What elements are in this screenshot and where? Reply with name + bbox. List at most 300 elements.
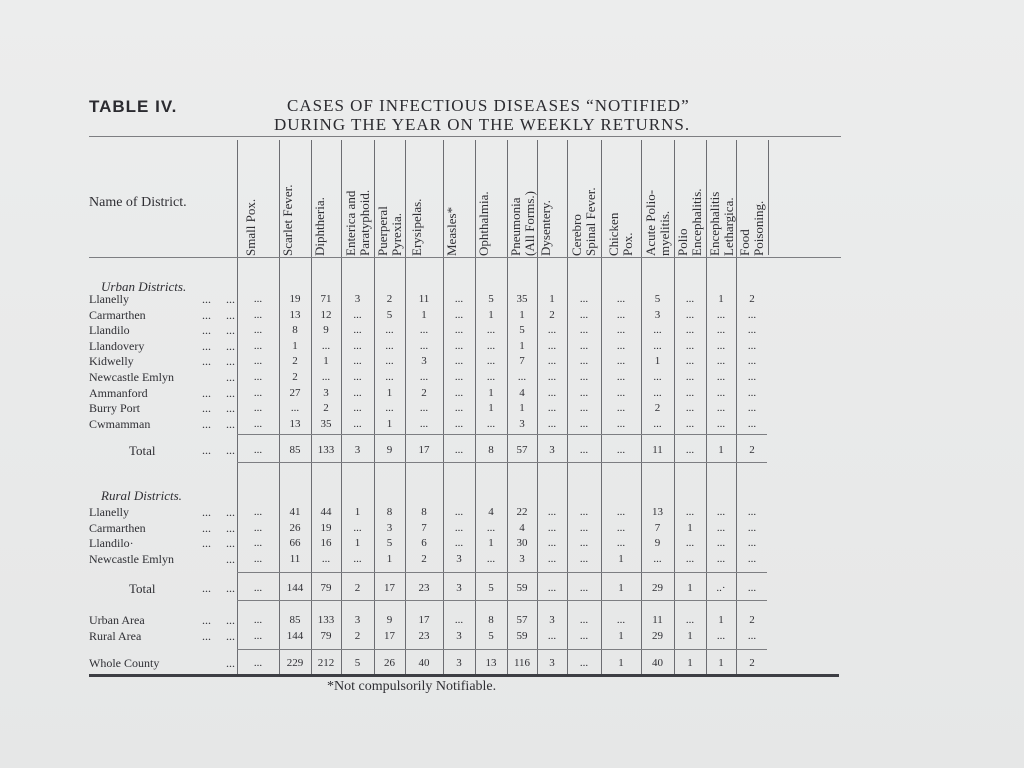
rural-total-cell: ...: [579, 582, 589, 594]
rural-row-cell: 26: [289, 521, 301, 534]
district-name: Llanelly: [89, 292, 129, 306]
district-name: Rural Area: [89, 628, 142, 643]
urban-row-cell: 4: [519, 386, 525, 399]
rural-row-cell: ...: [486, 521, 496, 534]
rural-row-cell: 3: [386, 521, 393, 534]
county-row-cell: 116: [513, 657, 531, 669]
header-rule: [89, 257, 841, 258]
column-header: [509, 138, 539, 256]
district-name: Llandilo·: [89, 536, 134, 551]
rural-row-cell: ...: [547, 537, 557, 550]
urban-row-cell: ...: [716, 402, 726, 415]
column-header-label: Ophthalmia.: [476, 191, 491, 256]
column-header-label: Polio Encephalitis.: [675, 188, 704, 256]
urban-total-cell: ...: [616, 444, 626, 456]
area-row-cell: 79: [320, 629, 332, 642]
urban-row-cell: ...: [454, 371, 464, 383]
urban-row-cell: ...: [579, 308, 589, 321]
rural-total-cell: 29: [652, 582, 663, 594]
column-header: [410, 138, 440, 256]
urban-row-cell: 27: [289, 386, 301, 399]
urban-row-cell: ...: [685, 386, 695, 399]
urban-row-cell: ...: [716, 339, 726, 352]
urban-row-cell: 1: [519, 339, 525, 352]
urban-row-cell: ...: [454, 355, 464, 368]
leader-dots: ... ...: [202, 416, 235, 431]
urban-row-cell: ...: [685, 324, 695, 337]
area-row-cell: 144: [286, 629, 304, 642]
rural-row-cell: ...: [579, 552, 589, 565]
urban-row-cell: 2: [749, 293, 755, 305]
area-row-cell: ...: [616, 614, 626, 626]
county-row-cell: 1: [618, 657, 624, 669]
rural-row-cell: ...: [747, 537, 757, 550]
top-rule: [89, 136, 841, 137]
area-row-cell: 3: [549, 614, 555, 626]
rural-row-cell: ...: [547, 521, 557, 534]
column-header-label: Cerebro Spinal Fever.: [569, 187, 598, 256]
urban-row-cell: 1: [519, 402, 525, 415]
column-divider: [405, 140, 406, 675]
county-row-cell: 1: [718, 657, 724, 669]
urban-total-cell: ...: [685, 444, 695, 456]
urban-row-cell: ...: [353, 386, 362, 399]
urban-row-cell: ...: [716, 308, 726, 321]
urban-row-cell: ...: [653, 386, 662, 399]
urban-total-cell: 11: [652, 444, 663, 456]
area-row-cell: 17: [418, 614, 430, 626]
urban-row-cell: ...: [547, 386, 557, 399]
area-row-cell: ...: [716, 629, 726, 642]
rural-row-cell: ...: [685, 506, 695, 518]
urban-row-cell: 2: [386, 293, 393, 305]
rural-row-cell: 13: [652, 506, 663, 518]
urban-row-cell: 2: [421, 386, 427, 399]
column-divider: [601, 140, 602, 675]
urban-row-cell: ...: [486, 339, 496, 352]
rural-row-cell: 1: [687, 521, 693, 534]
rural-row-cell: ...: [685, 552, 695, 565]
rural-total-cell: 23: [418, 582, 430, 594]
rural-row-cell: ...: [454, 506, 464, 518]
urban-row-cell: ...: [419, 324, 429, 337]
leader-dots: ... ...: [202, 505, 235, 519]
rural-row-cell: ...: [616, 506, 626, 518]
rural-row-cell: ...: [579, 506, 589, 518]
rural-row-cell: 8: [421, 506, 427, 518]
urban-row-cell: ...: [517, 371, 527, 383]
rural-row-cell: 5: [386, 537, 393, 550]
rural-total-cell: 5: [488, 582, 494, 594]
urban-row-cell: ...: [454, 386, 464, 399]
area-row-cell: 1: [687, 629, 693, 642]
leader-dots: ...: [226, 551, 235, 566]
column-header: [644, 138, 674, 256]
district-name: Ammanford: [89, 385, 148, 400]
urban-row-cell: 2: [323, 402, 329, 415]
leader-dots: ... ...: [202, 292, 235, 306]
urban-row-cell: ...: [579, 386, 589, 399]
urban-total-cell: 17: [418, 444, 430, 456]
rural-row-cell: 11: [289, 552, 301, 565]
urban-row-cell: ...: [253, 402, 263, 415]
county-row-cell: ...: [579, 657, 589, 669]
urban-row-cell: ...: [321, 371, 331, 383]
urban-row-cell: ...: [419, 339, 429, 352]
column-header-label: Diphtheria.: [312, 197, 327, 256]
urban-total-cell: 2: [749, 444, 755, 456]
leader-dots: ... ...: [202, 323, 235, 338]
rural-row-cell: ...: [579, 521, 589, 534]
urban-row-cell: 3: [654, 308, 661, 321]
area-row-cell: ...: [253, 614, 263, 626]
rural-row-cell: ...: [547, 506, 557, 518]
rural-row-cell: ...: [747, 552, 757, 565]
rural-row-cell: ...: [454, 537, 464, 550]
rural-row-cell: ...: [253, 552, 263, 565]
urban-row-cell: 12: [320, 308, 332, 321]
urban-row-cell: ...: [747, 371, 757, 383]
urban-row-cell: 5: [488, 293, 494, 305]
rural-row-cell: ...: [685, 537, 695, 550]
table-title-line-2: DURING THE YEAR ON THE WEEKLY RETURNS.: [274, 115, 691, 134]
district-name: Total: [129, 443, 156, 458]
urban-row-cell: 2: [549, 308, 555, 321]
urban-row-cell: ...: [253, 417, 263, 430]
urban-row-cell: ...: [253, 355, 263, 368]
leader-dots: ... ...: [202, 536, 235, 551]
rural-row-cell: ...: [547, 552, 557, 565]
county-row-cell: 229: [286, 657, 304, 669]
urban-row-cell: 5: [654, 293, 661, 305]
area-row-cell: ...: [747, 629, 757, 642]
urban-total-cell: ...: [253, 444, 263, 456]
urban-row-cell: ...: [747, 417, 757, 430]
column-header: [281, 138, 311, 256]
column-header-label: Erysipelas.: [409, 198, 424, 256]
urban-row-cell: 1: [421, 308, 427, 321]
rural-row-cell: ...: [253, 537, 263, 550]
urban-row-cell: ...: [685, 339, 695, 352]
leader-dots: ... ...: [202, 520, 235, 535]
column-header-label: Chicken Pox.: [606, 212, 635, 256]
leader-dots: ... ...: [202, 443, 235, 457]
rural-row-cell: ...: [747, 506, 757, 518]
urban-row-cell: ...: [653, 371, 662, 383]
area-row-cell: ...: [579, 614, 589, 626]
urban-row-cell: ...: [747, 386, 757, 399]
column-header-label: Puerperal Pyrexia.: [375, 206, 404, 256]
district-name: Llandilo: [89, 323, 130, 338]
urban-row-cell: ...: [253, 339, 263, 352]
rural-total-cell: ...: [547, 582, 557, 594]
county-row-cell: 212: [317, 657, 335, 669]
urban-row-cell: ...: [486, 355, 496, 368]
area-row-cell: 1: [718, 614, 724, 626]
total-rule: [237, 649, 767, 650]
column-header-label: Encephalitis Lethargica.: [707, 191, 736, 256]
column-header: [344, 138, 374, 256]
column-header-label: Acute Polio- myelitis.: [642, 189, 672, 256]
rural-row-cell: 1: [618, 552, 624, 565]
rural-districts-heading: Rural Districts.: [101, 488, 182, 503]
urban-row-cell: 1: [386, 386, 393, 399]
rural-total-cell: 59: [516, 582, 528, 594]
urban-row-cell: ...: [547, 371, 557, 383]
total-rule: [237, 572, 767, 573]
urban-row-cell: ...: [747, 339, 757, 352]
leader-dots: ...: [226, 656, 235, 670]
area-row-cell: 5: [488, 629, 494, 642]
urban-row-cell: ...: [353, 417, 362, 430]
rural-row-cell: ...: [321, 552, 331, 565]
county-row-cell: 3: [549, 657, 555, 669]
area-row-cell: ...: [454, 614, 464, 626]
rural-total-cell: 1: [618, 582, 624, 594]
urban-row-cell: 1: [386, 417, 393, 430]
urban-row-cell: ...: [353, 308, 362, 321]
rural-row-cell: ...: [253, 521, 263, 534]
rural-row-cell: ...: [716, 521, 726, 534]
column-header: [313, 138, 343, 256]
urban-row-cell: ...: [579, 402, 589, 415]
district-name: Cwmamman: [89, 416, 151, 431]
table-title-line-1: CASES OF INFECTIOUS DISEASES “NOTIFIED”: [287, 96, 690, 115]
column-header-label: Pneumonia (All Forms.): [508, 191, 537, 256]
urban-row-cell: 13: [289, 417, 301, 430]
rural-row-cell: ...: [454, 521, 464, 534]
rural-total-cell: 144: [286, 582, 304, 594]
rural-row-cell: 6: [421, 537, 427, 550]
urban-row-cell: 3: [323, 386, 329, 399]
district-name: Total: [129, 581, 156, 596]
leader-dots: ... ...: [202, 354, 235, 369]
county-row-cell: 3: [456, 657, 462, 669]
urban-row-cell: ...: [290, 402, 300, 415]
urban-row-cell: ...: [547, 324, 557, 337]
urban-row-cell: ...: [616, 371, 626, 383]
urban-row-cell: ...: [385, 324, 394, 337]
urban-row-cell: ...: [579, 324, 589, 337]
urban-row-cell: ...: [454, 308, 464, 321]
urban-row-cell: ...: [747, 308, 757, 321]
table-tag: TABLE IV.: [89, 97, 178, 116]
rural-row-cell: 9: [654, 537, 661, 550]
urban-row-cell: ...: [454, 417, 464, 430]
county-row-cell: 13: [485, 657, 497, 669]
urban-row-cell: 2: [654, 402, 661, 415]
urban-row-cell: 1: [488, 308, 494, 321]
rural-total-cell: 17: [384, 582, 395, 594]
urban-row-cell: ...: [454, 339, 464, 352]
urban-total-cell: 85: [289, 444, 301, 456]
district-name: Newcastle Emlyn: [89, 551, 174, 566]
urban-row-cell: 35: [516, 293, 528, 305]
area-row-cell: 3: [354, 614, 361, 626]
urban-row-cell: 9: [323, 324, 329, 337]
rural-row-cell: ...: [486, 552, 496, 565]
name-of-district-header: Name of District.: [89, 195, 187, 210]
area-row-cell: 2: [354, 629, 361, 642]
leader-dots: ... ...: [202, 613, 235, 627]
urban-total-cell: 3: [549, 444, 555, 456]
column-divider: [768, 140, 769, 255]
column-header: [738, 138, 768, 256]
column-header: [676, 138, 706, 256]
rural-row-cell: 41: [289, 506, 301, 518]
rural-total-cell: 3: [456, 582, 462, 594]
rural-row-cell: ...: [616, 537, 626, 550]
urban-row-cell: 7: [519, 355, 525, 368]
urban-row-cell: ...: [579, 339, 589, 352]
urban-row-cell: ...: [616, 324, 626, 337]
urban-row-cell: 3: [421, 355, 427, 368]
urban-row-cell: 2: [292, 355, 298, 368]
urban-row-cell: ...: [579, 417, 589, 430]
area-row-cell: 29: [652, 629, 663, 642]
county-row-cell: 5: [354, 657, 361, 669]
urban-row-cell: ...: [353, 371, 362, 383]
district-name: Whole County: [89, 656, 160, 670]
column-divider: [567, 140, 568, 675]
urban-row-cell: 1: [718, 293, 724, 305]
rural-row-cell: 3: [519, 552, 525, 565]
urban-row-cell: 11: [418, 293, 430, 305]
column-header-label: Measles*: [444, 206, 459, 256]
rural-total-cell: 1: [687, 582, 693, 594]
urban-total-cell: 9: [386, 444, 393, 456]
urban-row-cell: ...: [253, 371, 263, 383]
footnote: *Not compulsorily Notifiable.: [327, 679, 497, 694]
urban-row-cell: ...: [747, 355, 757, 368]
urban-row-cell: ...: [454, 293, 464, 305]
urban-row-cell: 19: [289, 293, 301, 305]
column-header: [376, 138, 406, 256]
area-row-cell: ...: [579, 629, 589, 642]
urban-row-cell: 71: [320, 293, 332, 305]
total-rule: [237, 462, 767, 463]
column-header: [607, 138, 637, 256]
urban-row-cell: 1: [323, 355, 329, 368]
urban-row-cell: ...: [385, 402, 394, 415]
column-header: [570, 138, 600, 256]
area-row-cell: 1: [618, 629, 624, 642]
rural-row-cell: 2: [421, 552, 427, 565]
area-row-cell: 9: [386, 614, 393, 626]
urban-row-cell: ...: [419, 402, 429, 415]
district-name: Llandovery: [89, 338, 145, 353]
rural-row-cell: ...: [747, 521, 757, 534]
urban-row-cell: 1: [654, 355, 661, 368]
column-header-label: Enterica and Paratyphoid.: [342, 189, 372, 256]
rural-row-cell: 1: [354, 537, 361, 550]
urban-row-cell: ...: [353, 324, 362, 337]
area-row-cell: 133: [317, 614, 335, 626]
area-row-cell: ...: [547, 629, 557, 642]
urban-row-cell: ...: [253, 293, 263, 305]
urban-row-cell: ...: [385, 339, 394, 352]
urban-row-cell: ...: [547, 339, 557, 352]
urban-row-cell: ...: [385, 371, 394, 383]
column-header: [539, 138, 569, 256]
area-row-cell: 57: [516, 614, 528, 626]
urban-row-cell: ...: [653, 339, 662, 352]
rural-row-cell: 30: [516, 537, 528, 550]
rural-row-cell: 7: [654, 521, 661, 534]
area-row-cell: 59: [516, 629, 528, 642]
rural-row-cell: ...: [353, 521, 362, 534]
urban-row-cell: ...: [253, 308, 263, 321]
county-row-cell: 40: [418, 657, 430, 669]
county-row-cell: ...: [253, 657, 263, 669]
urban-row-cell: 1: [549, 293, 555, 305]
rural-total-cell: 2: [354, 582, 361, 594]
urban-row-cell: ...: [685, 293, 695, 305]
leader-dots: ... ...: [202, 401, 235, 416]
county-row-cell: 40: [652, 657, 663, 669]
district-name: Urban Area: [89, 613, 145, 627]
area-row-cell: ...: [685, 614, 695, 626]
rural-row-cell: ...: [653, 552, 662, 565]
rural-row-cell: 3: [456, 552, 462, 565]
urban-row-cell: ...: [353, 402, 362, 415]
column-header: [708, 138, 738, 256]
urban-row-cell: ...: [616, 308, 626, 321]
urban-row-cell: 3: [354, 293, 361, 305]
column-header: [244, 138, 274, 256]
district-name: Llanelly: [89, 505, 129, 519]
urban-row-cell: ...: [253, 386, 263, 399]
district-name: Carmarthen: [89, 307, 146, 322]
urban-row-cell: ...: [685, 308, 695, 321]
urban-row-cell: ...: [616, 417, 626, 430]
urban-row-cell: ...: [685, 371, 695, 383]
urban-row-cell: ...: [321, 339, 331, 352]
rural-row-cell: 22: [516, 506, 528, 518]
urban-total-cell: 133: [317, 444, 335, 456]
urban-row-cell: ...: [685, 417, 695, 430]
area-row-cell: 8: [488, 614, 494, 626]
column-header-label: Food Poisoning.: [737, 200, 766, 256]
area-row-cell: 3: [456, 629, 462, 642]
urban-row-cell: ...: [716, 324, 726, 337]
rural-row-cell: 4: [488, 506, 494, 518]
urban-row-cell: ...: [353, 339, 362, 352]
urban-row-cell: ...: [653, 417, 662, 430]
urban-row-cell: ...: [616, 402, 626, 415]
urban-row-cell: ...: [716, 417, 726, 430]
rural-total-cell: ...: [747, 582, 757, 594]
urban-row-cell: ...: [716, 371, 726, 383]
urban-row-cell: 5: [386, 308, 393, 321]
rural-row-cell: ...: [716, 552, 726, 565]
urban-row-cell: ...: [747, 324, 757, 337]
urban-row-cell: ...: [385, 355, 394, 368]
rural-row-cell: ...: [616, 521, 626, 534]
area-row-cell: 2: [749, 614, 755, 626]
urban-row-cell: ...: [486, 324, 496, 337]
total-rule: [237, 600, 767, 601]
rural-row-cell: ...: [716, 537, 726, 550]
urban-row-cell: ...: [685, 402, 695, 415]
urban-row-cell: ...: [353, 355, 362, 368]
urban-total-cell: 1: [718, 444, 724, 456]
urban-row-cell: ...: [547, 402, 557, 415]
rural-total-cell: 79: [320, 582, 332, 594]
county-row-cell: 26: [384, 657, 395, 669]
column-header-label: Small Pox.: [243, 198, 258, 256]
rural-row-cell: ...: [716, 506, 726, 518]
